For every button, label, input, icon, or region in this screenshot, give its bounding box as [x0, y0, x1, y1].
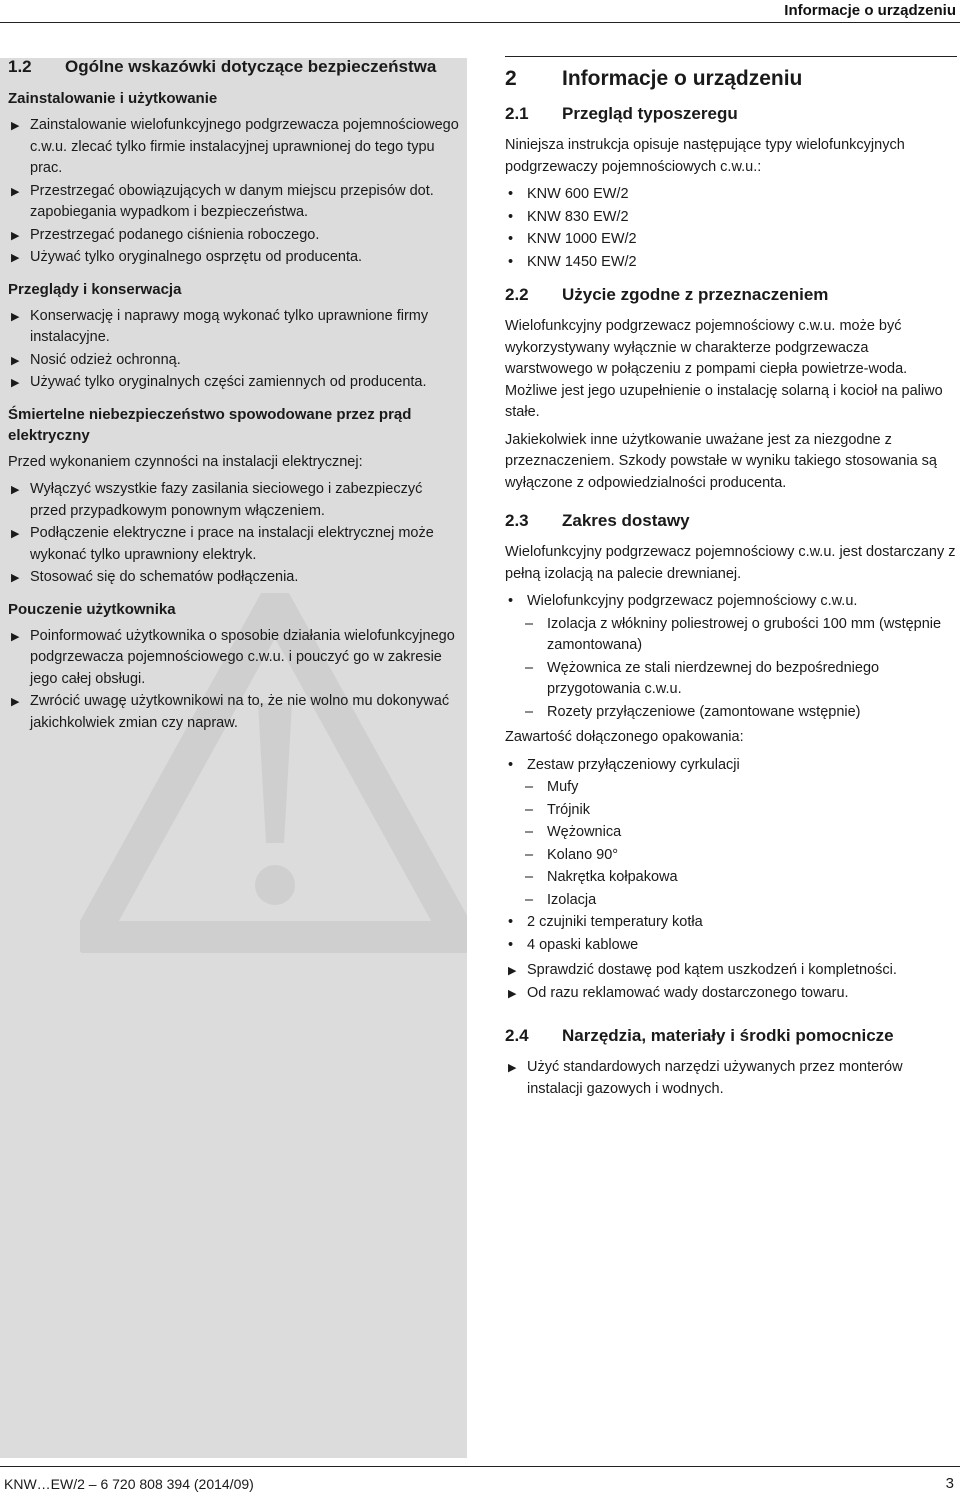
bullet-dot-icon: • [508, 186, 514, 202]
dash-bullet-icon: – [525, 703, 534, 720]
installation-step: ▶ Przestrzegać podanego ciśnienia roboczego. [11, 226, 320, 243]
dash-bullet-icon: – [525, 846, 534, 863]
triangle-bullet-icon: ▶ [11, 528, 20, 540]
delivery-subitem: – Izolacja z włókniny poliestrowej o grubości 100 mm (wstępnie zamontowana) [525, 615, 942, 653]
package-label: Zawartość dołączonego opakowania: [505, 729, 744, 745]
section-2-3-title: 2.3 Zakres dostawy [505, 511, 690, 530]
section-number: 1.2 [8, 57, 32, 76]
triangle-bullet-icon: ▶ [11, 185, 20, 198]
delivery-check-step: ▶ Od razu reklamować wady dostarczonego towaru. [508, 984, 849, 1001]
kit-subitem: – Izolacja [505, 890, 957, 912]
chapter-title-text: Informacje o urządzeniu [562, 67, 803, 90]
dash-bullet-icon: – [525, 824, 534, 840]
left-column [8, 56, 462, 735]
running-header: Informacje o urządzeniu [784, 2, 956, 19]
bullet-dot-icon: • [508, 936, 514, 953]
triangle-bullet-icon: ▶ [508, 987, 517, 1000]
delivery-subitem: – Rozety przyłączeniowe (zamontowane wstępnie) [505, 702, 957, 724]
delivery-item: • 2 czujniki temperatury kotła [505, 912, 957, 934]
section-2-1-intro: Niniejsza instrukcja opisuje następujące typy wielofunkcyjnych podgrzewaczy pojemnościowych c.w.u.: [505, 137, 905, 175]
kit-subitem: – Trójnik [505, 800, 957, 822]
section-1-2-title [8, 56, 462, 78]
tools-step: ▶ Użyć standardowych narzędzi używanych przez monterów instalacji gazowych i wodnych. [508, 1059, 903, 1097]
type-list-item: • KNW 600 EW/2 [505, 184, 957, 206]
danger-step: ▶ Wyłączyć wszystkie fazy zasilania sieciowego i zabezpieczyć przed przypadkowym ponownym włączeniem. [11, 481, 423, 519]
danger-step: ▶ Stosować się do schematów podłączenia. [11, 569, 299, 585]
section-2-4-title: 2.4 Narzędzia, materiały i środki pomocnicze [505, 1026, 894, 1045]
installation-step: ▶ Zainstalowanie wielofunkcyjnego podgrzewacza pojemnościowego c.w.u. zlecać tylko firmie instalacyjnej uprawnionej do tego typu prac. [11, 117, 459, 176]
type-list-item: • KNW 1450 EW/2 [505, 252, 957, 274]
installation-heading: Zainstalowanie i użytkowanie [8, 90, 218, 107]
section-2-1-title: 2.1 Przegląd typoszeregu [505, 104, 738, 123]
installation-step: ▶ Przestrzegać obowiązujących w danym miejscu przepisów dot. zapobiegania wypadkom i bezpieczeństwa. [11, 182, 434, 220]
triangle-bullet-icon: ▶ [11, 696, 20, 708]
section-title-text: Ogólne wskazówki dotyczące bezpieczeństwa [65, 57, 437, 76]
danger-intro: Przed wykonaniem czynności na instalacji elektrycznej: [8, 453, 363, 470]
type-list-item: • KNW 830 EW/2 [505, 207, 957, 229]
triangle-bullet-icon: ▶ [11, 630, 20, 643]
bullet-dot-icon: • [508, 756, 514, 773]
triangle-bullet-icon: ▶ [11, 252, 20, 264]
triangle-bullet-icon: ▶ [11, 354, 20, 367]
triangle-bullet-icon: ▶ [11, 120, 20, 132]
page-number: 3 [945, 1475, 954, 1492]
kit-subitem: – Kolano 90° [505, 845, 957, 867]
triangle-bullet-icon: ▶ [11, 484, 20, 496]
triangle-bullet-icon: ▶ [508, 1062, 517, 1074]
footer-rule [0, 1466, 960, 1467]
section-2-2-paragraph: Jakiekolwiek inne użytkowanie uważane jest za niezgodne z przeznaczeniem. Szkody powstałe w wyniku takiego stosowania są wyłączone z odpowiedzialności producenta. [505, 431, 937, 491]
triangle-bullet-icon: ▶ [11, 377, 20, 389]
right-column [505, 56, 957, 1101]
dash-bullet-icon: – [525, 801, 534, 818]
delivery-item: • Wielofunkcyjny podgrzewacz pojemnościowy c.w.u. [505, 591, 957, 613]
delivery-item: • Zestaw przyłączeniowy cyrkulacji [505, 755, 957, 777]
delivery-check-step: ▶ Sprawdzić dostawę pod kątem uszkodzeń i kompletności. [508, 962, 897, 978]
triangle-bullet-icon: ▶ [11, 229, 20, 242]
dash-bullet-icon: – [525, 659, 534, 676]
kit-subitem: – Mufy [505, 777, 957, 799]
bullet-dot-icon: • [508, 208, 514, 225]
delivery-subitem: – Wężownica ze stali nierdzewnej do bezpośredniego przygotowania c.w.u. [525, 659, 880, 697]
bullet-dot-icon: • [508, 914, 514, 930]
dash-bullet-icon: – [525, 891, 534, 908]
chapter-title [505, 65, 957, 93]
dash-bullet-icon: – [525, 779, 534, 795]
danger-step: ▶ Podłączenie elektryczne i prace na instalacji elektrycznej może wykonać tylko uprawniony elektryk. [11, 525, 434, 563]
chapter-number: 2 [505, 67, 517, 90]
triangle-bullet-icon: ▶ [508, 965, 517, 977]
maintenance-step: ▶ Konserwację i naprawy mogą wykonać tylko uprawnione firmy instalacyjne. [11, 307, 429, 345]
section-2-3-intro: Wielofunkcyjny podgrzewacz pojemnościowy c.w.u. jest dostarczany z pełną izolacją na palecie drewnianej. [505, 544, 956, 582]
user-instruction-step: ▶ Zwrócić uwagę użytkownikowi na to, że nie wolno mu dokonywać jakichkolwiek zmian czy napraw. [11, 693, 450, 731]
section-2-2-paragraph: Wielofunkcyjny podgrzewacz pojemnościowy c.w.u. może być wykorzystywany wyłącznie w charakterze podgrzewacza warstwowego w połączeniu z pompami ciepła powietrze-woda. Możliwe jest jego uzupełnienie o instalację solarną i kocioł na paliwo stałe. [505, 318, 943, 420]
header-rule [0, 22, 960, 23]
bullet-dot-icon: • [508, 593, 514, 609]
document-reference: KNW…EW/2 – 6 720 808 394 (2014/09) [4, 1476, 254, 1492]
type-list-item: • KNW 1000 EW/2 [505, 229, 957, 251]
delivery-item: • 4 opaski kablowe [505, 935, 957, 957]
bullet-dot-icon: • [508, 253, 514, 270]
danger-heading: Śmiertelne niebezpieczeństwo spowodowane przez prąd elektryczny [8, 405, 412, 444]
maintenance-heading: Przeglądy i konserwacja [8, 280, 182, 298]
maintenance-step: ▶ Używać tylko oryginalnych części zamiennych od producenta. [11, 374, 427, 390]
triangle-bullet-icon: ▶ [11, 310, 20, 323]
installation-step: ▶ Używać tylko oryginalnego osprzętu od producenta. [11, 249, 363, 265]
user-instruction-step: ▶ Poinformować użytkownika o sposobie działania wielofunkcyjnego podgrzewacza pojemnościowego c.w.u. i pouczyć go w zakresie jego całej obsługi. [11, 627, 455, 687]
chapter-rule [505, 56, 957, 57]
dash-bullet-icon: – [525, 615, 534, 632]
section-2-2-title: 2.2 Użycie zgodne z przeznaczeniem [505, 285, 829, 304]
bullet-dot-icon: • [508, 231, 514, 247]
user-instruction-heading: Pouczenie użytkownika [8, 600, 176, 618]
triangle-bullet-icon: ▶ [11, 572, 20, 584]
kit-subitem: – Wężownica [505, 822, 957, 844]
kit-subitem: – Nakrętka kołpakowa [505, 867, 957, 889]
maintenance-step: ▶ Nosić odzież ochronną. [11, 351, 181, 368]
dash-bullet-icon: – [525, 869, 534, 885]
